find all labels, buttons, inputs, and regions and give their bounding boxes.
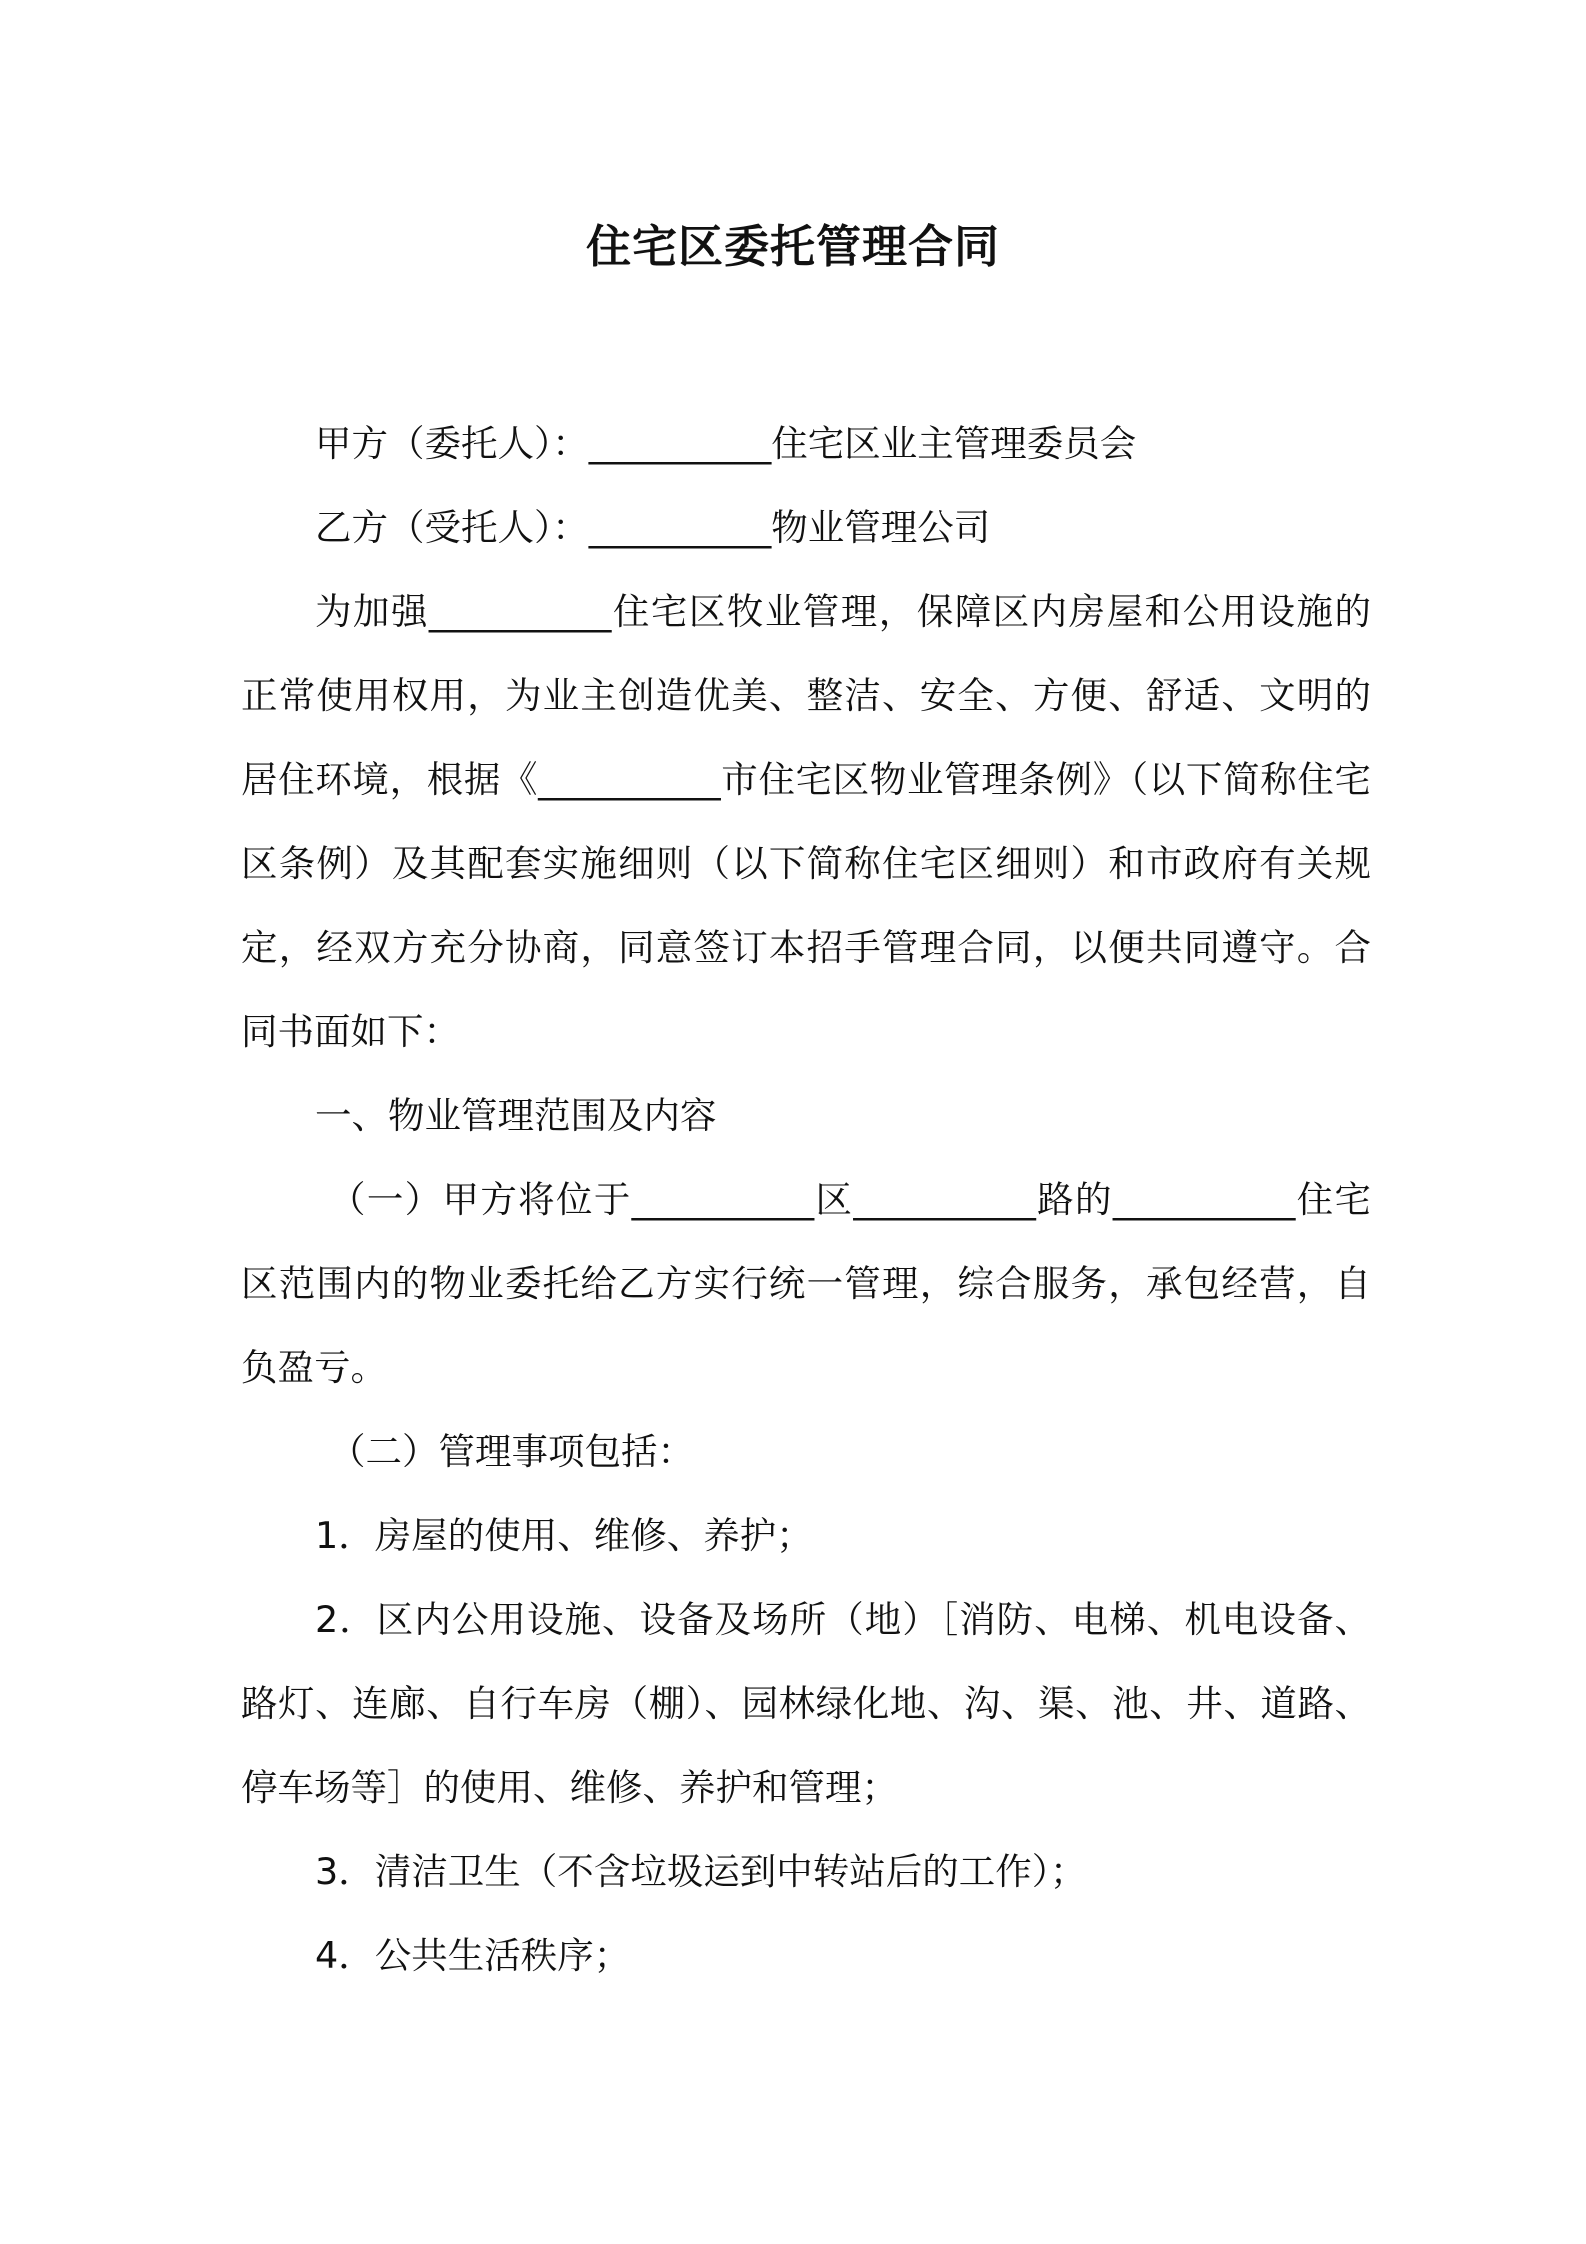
clause-paragraph: （一）甲方将位于__________区__________路的__________住宅区范围内的物业委托给乙方实行统一管理，综合服务，承包经营，自负盈亏。	[241, 1178, 1371, 1389]
list-item: 2．区内公用设施、设备及场所（地）［消防、电梯、机电设备、路灯、连廊、自行车房（棚）、园林绿化地、沟、渠、池、井、道路、停车场等］的使用、维修、养护和管理；	[241, 1598, 1371, 1809]
section-heading: 一、物业管理范围及内容	[315, 1094, 717, 1137]
preamble-paragraph: 为加强__________住宅区牧业管理，保障区内房屋和公用设施的正常使用权用，为业主创造优美、整洁、安全、方便、舒适、文明的居住环境，根据《__________市住宅区物业管理条例》（以下简称住宅区条例）及其配套实施细则（以下简称住宅区细则）和市政府有关规定，经双方充分协商，同意签订本招手管理合同，以便共同遵守。合同书面如下：	[241, 590, 1371, 1053]
document-body	[241, 402, 1371, 1998]
document-title: 住宅区委托管理合同	[585, 220, 1000, 273]
list-item: 1．房屋的使用、维修、养护；	[315, 1514, 813, 1557]
party-b-line: 乙方（受托人）：__________物业管理公司	[315, 506, 991, 549]
list-item: 4．公共生活秩序；	[315, 1934, 631, 1977]
clause-paragraph: （二）管理事项包括：	[329, 1430, 694, 1473]
list-item: 3．清洁卫生（不含垃圾运到中转站后的工作）；	[315, 1850, 1087, 1893]
party-a-line: 甲方（委托人）：__________住宅区业主管理委员会	[315, 422, 1137, 465]
